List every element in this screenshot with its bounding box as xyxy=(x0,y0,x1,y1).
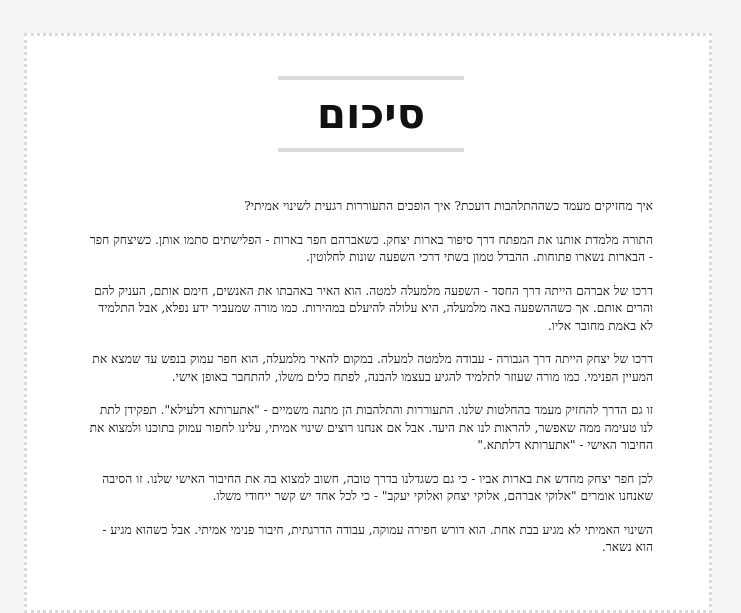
document-body xyxy=(87,198,653,573)
document-page xyxy=(24,33,712,613)
paragraph: השינוי האמיתי לא מגיע בבת אחת. הוא דורש חפירה עמוקה, עבודה הדרגתית, חיבור פנימי אמיתי. אבל כשהוא מגיע - הוא נשאר. xyxy=(102,522,653,554)
title-rule-top xyxy=(278,76,464,80)
paragraph: התורה מלמדת אותנו את המפתח דרך סיפור בארות יצחק. כשאברהם חפר בארות - הפלישתים סתמו אותן. כשיצחק חפר - הבארות נשארו פתוחות. ההבדל טמון בשתי דרכי השפעה שונות לחלוטין. xyxy=(89,232,653,264)
paragraph: זו גם הדרך להחזיק מעמד בהחלטות שלנו. התעוררות והתלהבות הן מתנה משמיים - "אתערותא דלעילא". תפקידן לתת לנו טעימה ממה שאפשר, להראות לנו את היעד. אבל אם אנחנו רוצים שינוי אמיתי, עלינו לחפור עמוק בתוכנו ולמצוא את החיבור האישי - "אתערותא דלתתא." xyxy=(89,403,653,452)
title-rule-bottom xyxy=(278,148,464,152)
paragraph: לכן חפר יצחק מחדש את בארות אביו - כי גם כשגדלנו בדרך טובה, חשוב למצוא בה את החיבור האישי שלנו. זו הסיבה שאנחנו אומרים "אלוקי אברהם, אלוקי יצחק ואלוקי יעקב" - כי לכל אחד יש קשר ייחודי משלו. xyxy=(102,471,653,503)
page-title: סיכום xyxy=(316,89,426,138)
paragraph: דרכו של יצחק הייתה דרך הגבורה - עבודה מלמטה למעלה. במקום להאיר מלמעלה, הוא חפר עמוק בנפש עד שמצא את המעיין הפנימי. כמו מורה שעוזר לתלמיד להגיע בעצמו להבנה, לפתח כלים משלו, להתחבר באופן אישי. xyxy=(92,352,653,384)
paragraph: איך מחזיקים מעמד כשההתלהבות דועכת? איך הופכים התעוררות רגעית לשינוי אמיתי? xyxy=(244,199,653,213)
title-block xyxy=(278,76,464,152)
paragraph: דרכו של אברהם הייתה דרך החסד - השפעה מלמעלה למטה. הוא האיר באהבתו את האנשים, חימם אותם, העניק להם והרים אותם. אך כשההשפעה באה מלמעלה, היא עלולה להיעלם במהירות. כמו מורה שמעביר ידע נפלא, אבל התלמיד לא באמת מחובר אליו. xyxy=(94,283,653,333)
